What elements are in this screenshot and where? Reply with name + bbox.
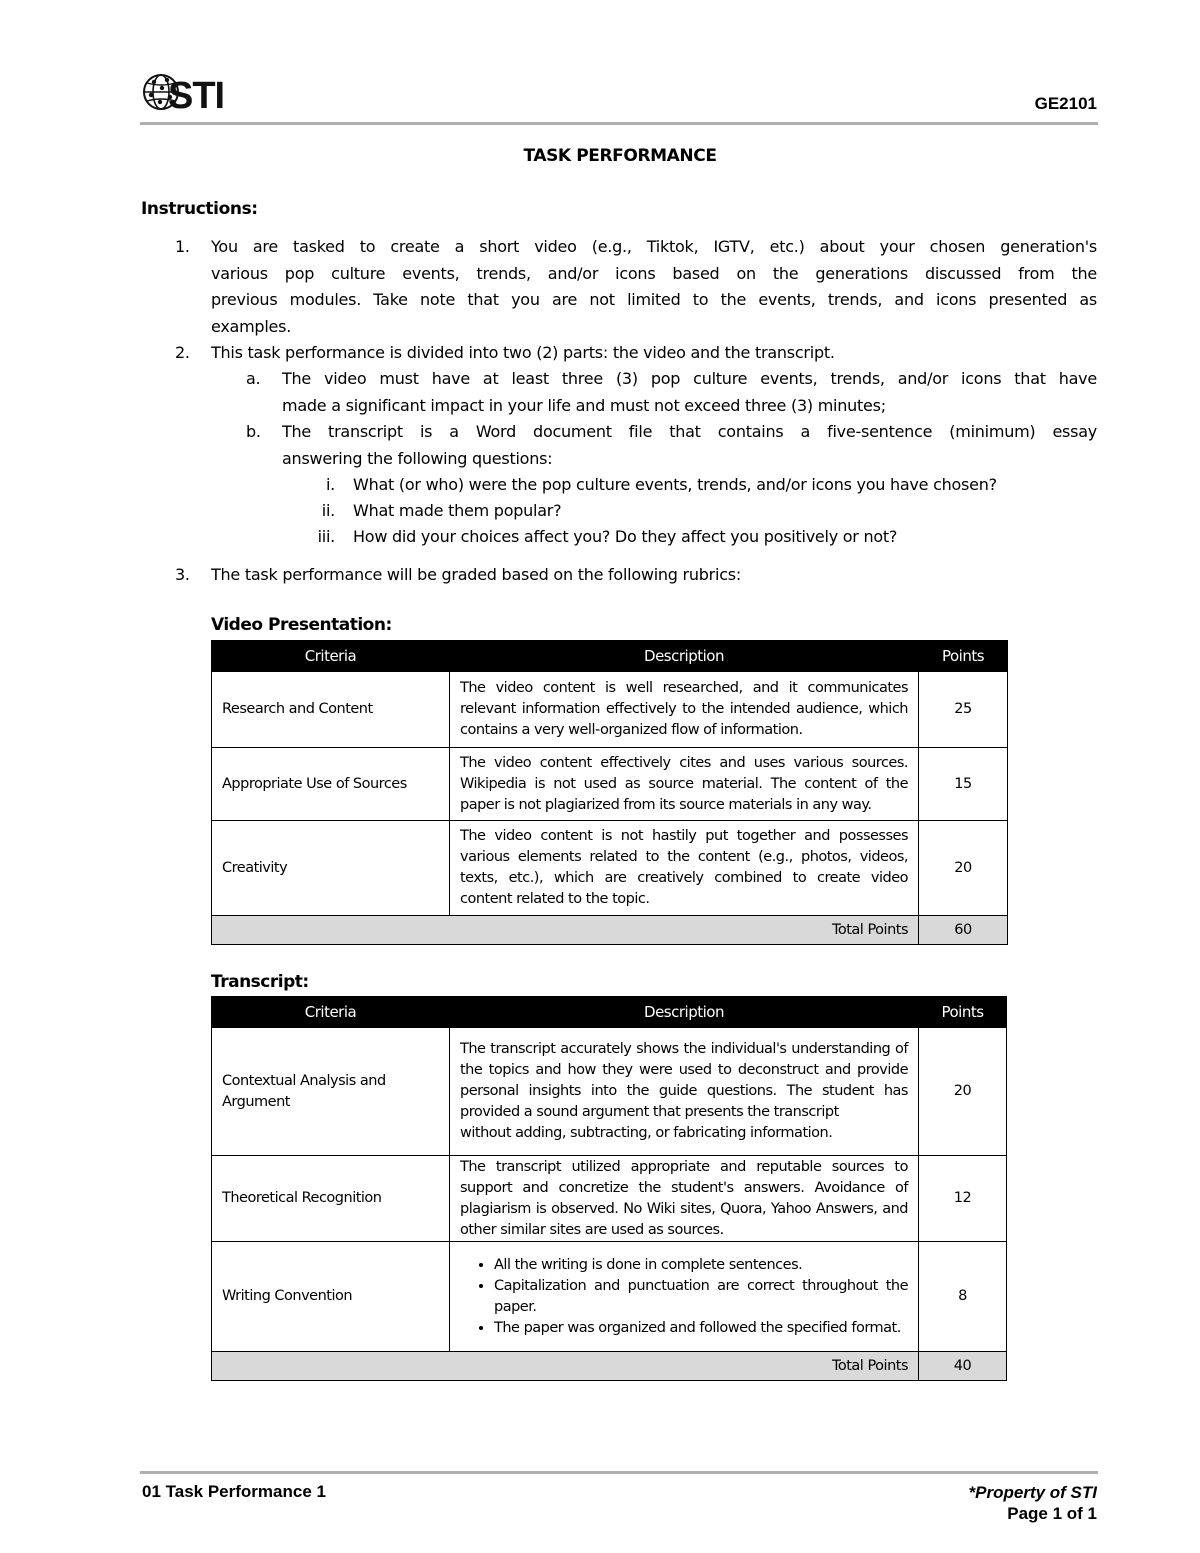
column-header: Criteria	[212, 997, 450, 1028]
instruction-number: 2.	[175, 343, 190, 362]
question-text: How did your choices affect you? Do they affect you positively or not?	[353, 527, 898, 546]
question-text: What (or who) were the pop culture events, trends, and/or icons you have chosen?	[353, 475, 997, 494]
instruction-line: This task performance is divided into two (2) parts: the video and the transcript.	[211, 343, 835, 362]
sti-logo	[140, 68, 230, 114]
page-title: TASK PERFORMANCE	[523, 146, 717, 166]
question-numeral: iii.	[317, 527, 335, 546]
points-cell: 25	[919, 672, 1008, 748]
property-notice: *Property of STI	[968, 1483, 1097, 1502]
table-row	[212, 1156, 1007, 1242]
sub-line: The video must have at least three (3) pop culture events, trends, and/or icons that have	[282, 369, 1097, 388]
column-header: Points	[919, 641, 1008, 672]
instruction-line: previous modules. Take note that you are not limited to the events, trends, and icons presented as	[211, 290, 1097, 309]
footer-document-name: 01 Task Performance 1	[142, 1482, 326, 1501]
question-text: What made them popular?	[353, 501, 562, 520]
total-points: 60	[919, 916, 1008, 945]
page-number: Page 1 of 1	[1007, 1504, 1097, 1523]
description-cell: The video content effectively cites and uses various sources. Wikipedia is not used as source material. The content of the paper is not plagiarized from its source materials in any way.	[450, 748, 919, 821]
question-numeral: ii.	[321, 501, 335, 520]
criteria-cell: Writing Convention	[212, 1242, 450, 1352]
table-row	[212, 821, 1008, 916]
description-line: The transcript accurately shows the individual's understanding of the topics and how they were used to deconstruct and provide personal insights into the guide questions. The student has provided a sound argument that presents the transcript	[460, 1041, 908, 1120]
criteria-cell: Theoretical Recognition	[212, 1156, 450, 1242]
video-rubric-table	[211, 640, 1008, 945]
instruction-line: The task performance will be graded based on the following rubrics:	[211, 565, 741, 584]
svg-text:STI: STI	[168, 75, 225, 114]
column-header: Description	[450, 997, 919, 1028]
course-code: GE2101	[1034, 94, 1097, 113]
description-line: without adding, subtracting, or fabricating information.	[460, 1125, 833, 1141]
table-header-row	[212, 997, 1007, 1028]
points-cell: 8	[919, 1242, 1007, 1352]
sub-line: answering the following questions:	[282, 448, 553, 468]
instruction-line: examples.	[211, 316, 292, 336]
points-cell: 12	[919, 1156, 1007, 1242]
points-cell: 15	[919, 748, 1008, 821]
total-row	[212, 1352, 1007, 1381]
total-label: Total Points	[212, 1352, 919, 1381]
description-cell: The video content is not hastily put together and possesses various elements related to the content (e.g., photos, videos, texts, etc.), which are creatively combined to create video content related to the topic.	[450, 821, 919, 916]
column-header: Criteria	[212, 641, 450, 672]
criteria-cell: Research and Content	[212, 672, 450, 748]
instruction-line: You are tasked to create a short video (e.g., Tiktok, IGTV, etc.) about your chosen generation's	[211, 237, 1097, 256]
criteria-cell: Contextual Analysis and Argument	[212, 1028, 450, 1156]
criteria-cell: Appropriate Use of Sources	[212, 748, 450, 821]
instruction-line: various pop culture events, trends, and/or icons based on the generations discussed from the	[211, 263, 1097, 283]
table-row	[212, 1242, 1007, 1352]
points-cell: 20	[919, 821, 1008, 916]
bullet-item: • The paper was organized and followed the specified format.	[494, 1318, 908, 1339]
video-table-heading: Video Presentation:	[211, 615, 392, 635]
description-cell: The video content is well researched, and it communicates relevant information effectively to the intended audience, which contains a very well-organized flow of information.	[450, 672, 919, 748]
total-row	[212, 916, 1008, 945]
instruction-number: 1.	[175, 237, 190, 256]
transcript-table-heading: Transcript:	[211, 972, 309, 992]
table-header-row	[212, 641, 1008, 672]
description-cell	[450, 1028, 919, 1156]
instruction-number: 3.	[175, 565, 190, 584]
sub-line: made a significant impact in your life and must not exceed three (3) minutes;	[282, 395, 886, 415]
points-cell: 20	[919, 1028, 1007, 1156]
criteria-cell: Creativity	[212, 821, 450, 916]
sub-line: The transcript is a Word document file that contains a five-sentence (minimum) essay	[282, 422, 1097, 441]
instructions-heading: Instructions:	[141, 199, 258, 219]
footer-right	[969, 1482, 1097, 1524]
bullet-list	[460, 1255, 908, 1339]
column-header: Description	[450, 641, 919, 672]
footer-divider	[140, 1471, 1098, 1474]
total-points: 40	[919, 1352, 1007, 1381]
sub-letter: a.	[246, 369, 261, 388]
total-label: Total Points	[212, 916, 919, 945]
description-cell: The transcript utilized appropriate and reputable sources to support and concretize the student's answers. Avoidance of plagiarism is observed. No Wiki sites, Quora, Yahoo Answers, and other similar sites are used as sources.	[450, 1156, 919, 1242]
description-cell	[450, 1242, 919, 1352]
transcript-rubric-table	[211, 996, 1007, 1381]
question-numeral: i.	[325, 475, 335, 494]
table-row	[212, 672, 1008, 748]
bullet-item: • All the writing is done in complete sentences.	[494, 1255, 908, 1276]
header-divider	[140, 122, 1098, 125]
table-row	[212, 1028, 1007, 1156]
table-row	[212, 748, 1008, 821]
column-header: Points	[919, 997, 1007, 1028]
bullet-item: • Capitalization and punctuation are correct throughout the paper.	[494, 1276, 908, 1318]
sub-letter: b.	[246, 422, 261, 441]
